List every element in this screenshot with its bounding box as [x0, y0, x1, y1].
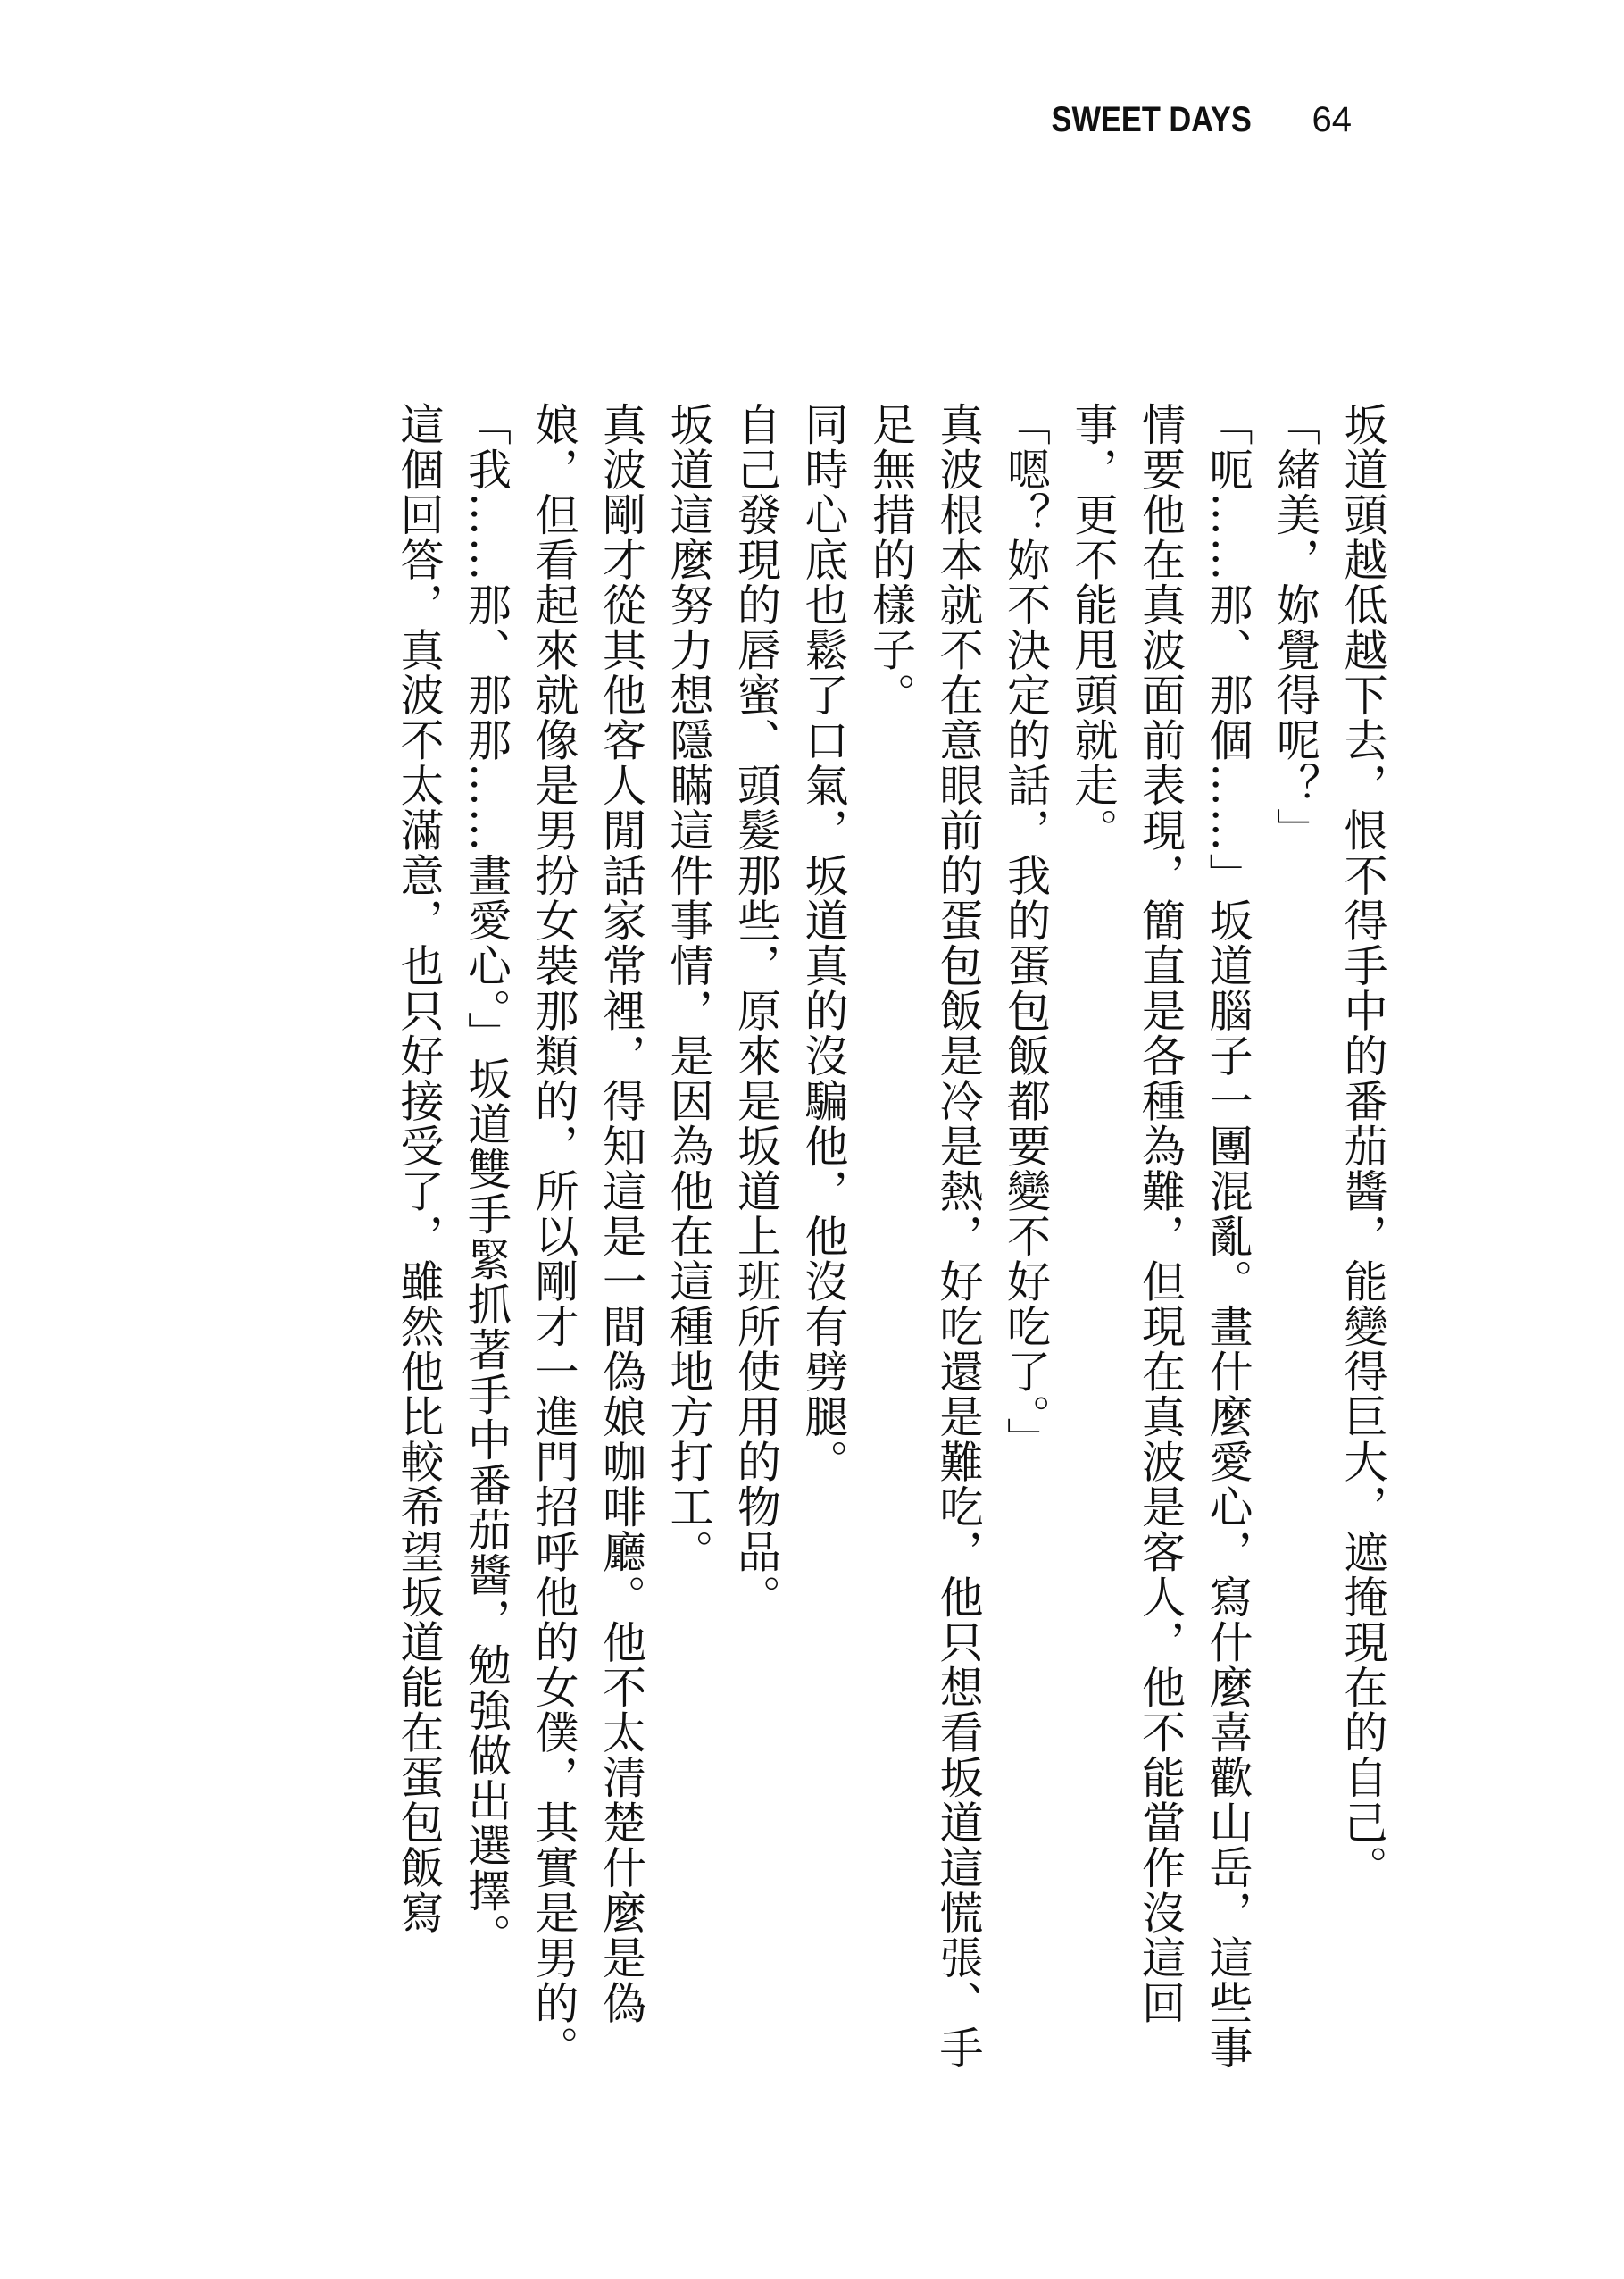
paragraph: 自己發現的唇蜜、頭髮那些，原來是坂道上班所使用的物品。	[730, 402, 782, 1620]
paragraph: 「緒美，妳覺得呢？」	[1270, 402, 1321, 853]
paragraph: 坂道頭越低越下去，恨不得手中的番茄醬，能變得巨大，遮掩現在的自己。	[1337, 402, 1388, 1891]
paragraph: 同時心底也鬆了口氣，坂道真的沒騙他，他沒有劈腿。	[798, 402, 849, 1484]
book-title: SWEET DAYS	[1051, 100, 1252, 139]
paragraph: 這個回答，真波不太滿意，也只好接受了，雖然他比較希望坂道能在蛋包飯寫	[394, 402, 445, 1935]
paragraph: 「我……那、那那……畫愛心。」坂道雙手緊抓著手中番茄醬，勉強做出選擇。	[461, 402, 512, 1958]
paragraph: 真波根本就不在意眼前的蛋包飯是冷是熱，好吃還是難吃，他只想看坂道這慌張、手足無措的樣子。	[865, 402, 984, 2071]
paragraph: 坂道這麼努力想隱瞞這件事情，是因為他在這種地方打工。	[663, 402, 714, 1574]
paragraph: 真波剛才從其他客人閒話家常裡，得知這是一間偽娘咖啡廳。他不太清楚什麼是偽娘，但看起來就像是男扮女裝那類的，所以剛才一進門招呼他的女僕，其實是男的。	[529, 402, 647, 2071]
running-header	[1019, 100, 1352, 140]
paragraph: 「呃……那、那個……」坂道腦子一團混亂。畫什麼愛心，寫什麼喜歡山岳，這些事情要他在真波面前表現，簡直是各種為難，但現在真波是客人，他不能當作沒這回事，更不能甩頭就走。	[1068, 402, 1253, 2071]
page-number: 64	[1312, 100, 1352, 139]
paragraph: 「嗯？妳不決定的話，我的蛋包飯都要變不好吃了。」	[1000, 402, 1052, 1463]
body-text	[218, 402, 1396, 2099]
